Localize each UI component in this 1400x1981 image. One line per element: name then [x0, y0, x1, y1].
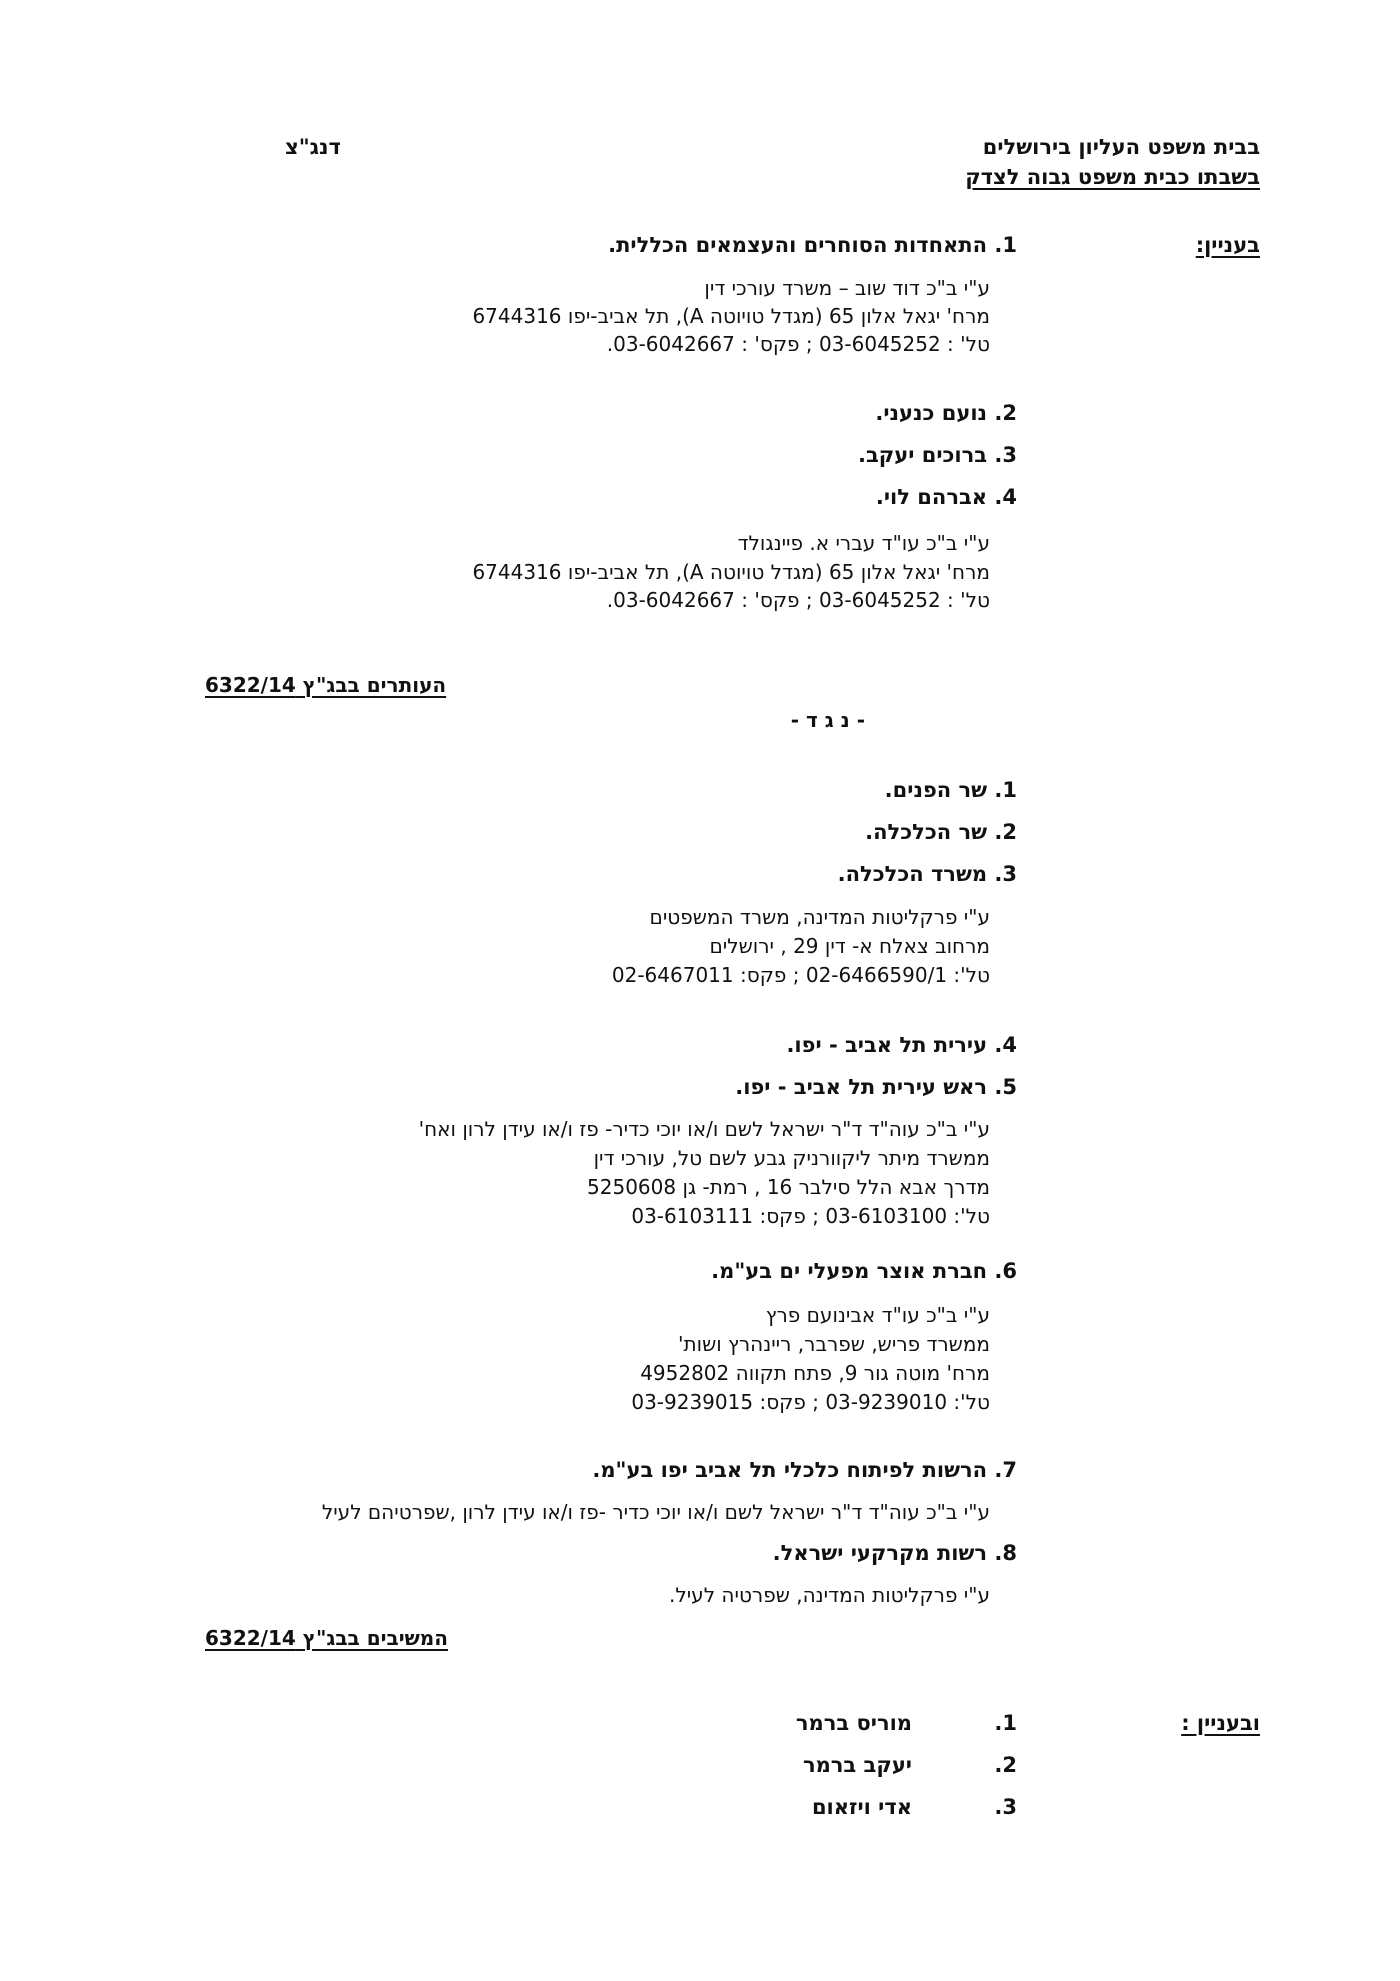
rep-line: טל': 02-6466590/1 ; פקס: 02-6467011 [611, 963, 990, 987]
respondent-8 [773, 1543, 1017, 1564]
item-number: 6. [994, 1259, 1017, 1283]
party-name: מוריס ברמר [795, 1711, 912, 1735]
party-name: אברהם לוי. [875, 485, 988, 509]
party-row [812, 1797, 1017, 1818]
rep-line: טל': 03-9239010 ; פקס: 03-9239015 [631, 1390, 990, 1414]
rep-line: מרח' מוטה גור 9, פתח תקווה 4952802 [640, 1361, 990, 1385]
respondent-1 [885, 780, 1017, 801]
rep-line: טל' : 03-6045252 ; פקס' : 03-6042667. [606, 332, 990, 356]
court-name: בבית משפט העליון בירושלים [982, 135, 1260, 159]
respondent-2 [865, 822, 1017, 843]
petitioner-1 [608, 235, 1017, 256]
rep-line: ע"י ב"כ עוה"ד ד"ר ישראל לשם ו/או יוכי כדיר- פז ו/או עידן לרון ואח' [418, 1117, 990, 1141]
party-name: שר הפנים. [884, 778, 988, 802]
item-number: 5. [994, 1075, 1017, 1099]
rep-line: ע"י פרקליטות המדינה, שפרטיה לעיל. [668, 1583, 990, 1607]
item-number: 3. [994, 443, 1017, 467]
party-name: יעקב ברמר [802, 1753, 912, 1777]
party-name: רשות מקרקעי ישראל. [772, 1541, 988, 1565]
rep-line: טל' : 03-6045252 ; פקס' : 03-6042667. [606, 588, 990, 612]
petitioner-2 [875, 403, 1017, 424]
item-number: 1. [994, 233, 1017, 257]
party-name: שר הכלכלה. [865, 820, 988, 844]
party-name: אדי ויזאום [811, 1795, 912, 1819]
court-subtitle: בשבתו כבית משפט גבוה לצדק [965, 165, 1260, 189]
party-name: משרד הכלכלה. [837, 862, 988, 886]
party-name: עירית תל אביב - יפו. [786, 1033, 988, 1057]
item-number: 2. [994, 401, 1017, 425]
respondent-5 [735, 1077, 1017, 1098]
item-number: 3. [994, 1795, 1017, 1819]
respondent-6 [711, 1261, 1017, 1282]
rep-line: מרחוב צאלח א- דין 29 , ירושלים [709, 934, 990, 958]
rep-line: ע"י ב"כ עו"ד עברי א. פיינגולד [737, 531, 990, 555]
rep-line: ע"י ב"כ עוה"ד ד"ר ישראל לשם ו/או יוכי כדיר -פז ו/או עידן לרון ,שפרטיהם לעיל [321, 1500, 990, 1524]
party-row [796, 1713, 1017, 1734]
party-name: התאחדות הסוחרים והעצמאים הכללית. [608, 233, 988, 257]
rep-line: ממשרד מיתר ליקוורניק גבע לשם טל, עורכי דין [593, 1146, 990, 1170]
rep-line: מרח' יגאל אלון 65 (מגדל טויוטה A), תל אביב-יפו 6744316 [472, 560, 990, 584]
matter-heading: בעניין: [1195, 233, 1260, 257]
party-name: חברת אוצר מפעלי ים בע"מ. [711, 1259, 988, 1283]
respondents-role: המשיבים בבג"ץ 6322/14 [205, 1626, 448, 1650]
rep-line: ע"י פרקליטות המדינה, משרד המשפטים [649, 905, 990, 929]
rep-line: טל': 03-6103100 ; פקס: 03-6103111 [631, 1204, 990, 1228]
item-number: 7. [994, 1458, 1017, 1482]
case-type: דנג"צ [285, 135, 341, 159]
petitioners-role: העותרים בבג"ץ 6322/14 [205, 673, 447, 697]
item-number: 4. [994, 1033, 1017, 1057]
petitioner-3 [858, 445, 1017, 466]
party-name: נועם כנעני. [875, 401, 988, 425]
party-row [803, 1755, 1017, 1776]
against-separator: - נ ג ד - [790, 708, 865, 732]
respondent-7 [592, 1460, 1017, 1481]
item-number: 1. [994, 1711, 1017, 1735]
matter-heading-2: ובעניין : [1181, 1711, 1260, 1735]
item-number: 4. [994, 485, 1017, 509]
party-name: ברוכים יעקב. [857, 443, 988, 467]
item-number: 1. [994, 778, 1017, 802]
party-name: הרשות לפיתוח כלכלי תל אביב יפו בע"מ. [592, 1458, 988, 1482]
rep-line: ע"י ב"כ עו"ד אבינועם פרץ [765, 1303, 990, 1327]
respondent-4 [786, 1035, 1017, 1056]
item-number: 8. [994, 1541, 1017, 1565]
party-name: ראש עירית תל אביב - יפו. [735, 1075, 988, 1099]
rep-line: מדרך אבא הלל סילבר 16 , רמת- גן 5250608 [587, 1175, 990, 1199]
item-number: 2. [994, 1753, 1017, 1777]
item-number: 3. [994, 862, 1017, 886]
rep-line: ע"י ב"כ דוד שוב – משרד עורכי דין [704, 276, 990, 300]
respondent-3 [838, 864, 1017, 885]
petitioner-4 [876, 487, 1017, 508]
item-number: 2. [994, 820, 1017, 844]
rep-line: ממשרד פריש, שפרבר, ריינהרץ ושות' [677, 1332, 990, 1356]
rep-line: מרח' יגאל אלון 65 (מגדל טויוטה A), תל אביב-יפו 6744316 [472, 304, 990, 328]
